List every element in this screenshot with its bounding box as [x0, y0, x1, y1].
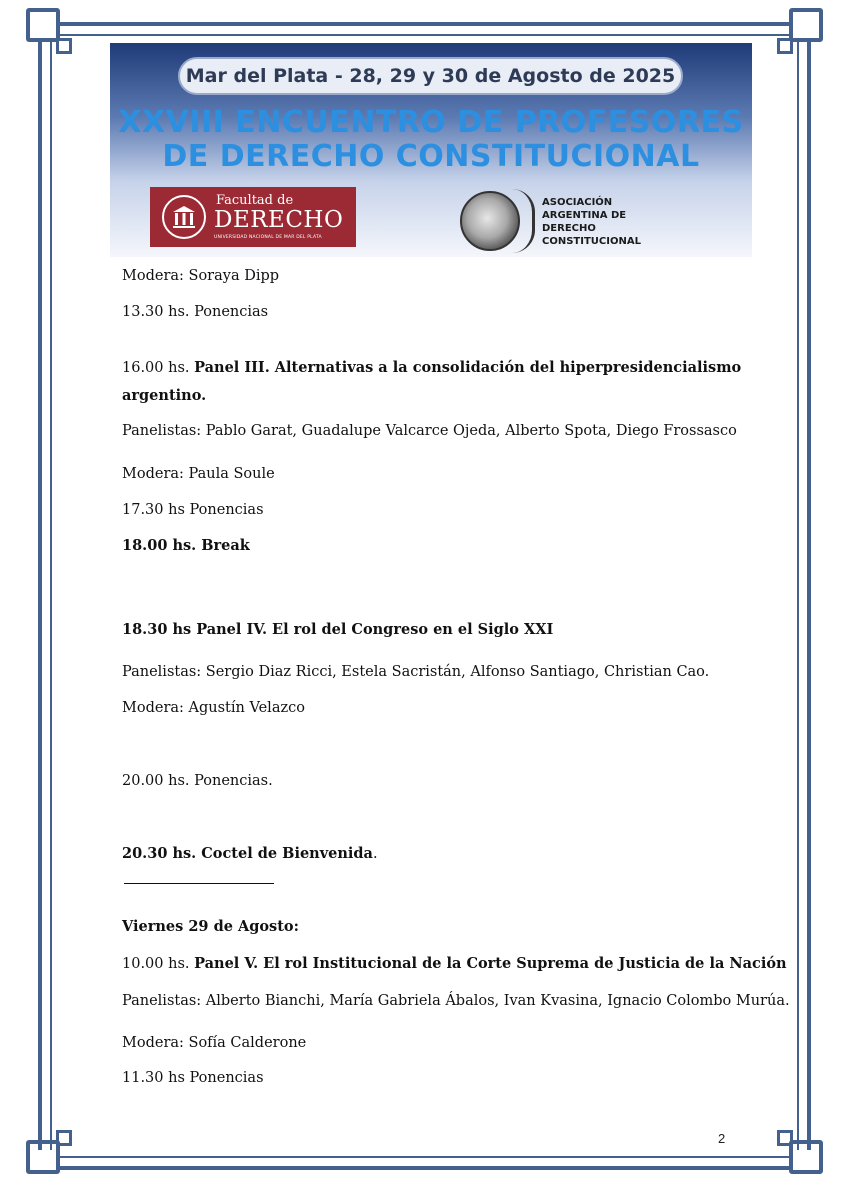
aadc-line-4: CONSTITUCIONAL: [542, 236, 641, 247]
aadc-line-1: ASOCIACIÓN: [542, 197, 613, 208]
frame-top-outer: [58, 22, 791, 26]
aadc-line-2: ARGENTINA DE: [542, 210, 627, 221]
coctel-period: .: [372, 846, 378, 862]
panel-3-title-continued: argentino.: [122, 387, 207, 404]
panel-4-panelists: Panelistas: Sergio Diaz Ricci, Estela Sacristán, Alfonso Santiago, Christian Cao.: [122, 664, 710, 680]
moderator-line-3: Modera: Agustín Velazco: [122, 700, 305, 716]
event-banner: [110, 43, 752, 257]
event-date-pill: Mar del Plata - 28, 29 y 30 de Agosto de 2025: [178, 57, 683, 95]
event-title-line-2: DE DERECHO CONSTITUCIONAL: [162, 139, 700, 174]
coctel-line: [122, 844, 378, 864]
frame-corner-bottom-right-inner: [777, 1130, 793, 1146]
frame-corner-top-left-inner: [56, 38, 72, 54]
frame-left-inner: [50, 40, 52, 1150]
facultad-label: Facultad de: [216, 193, 294, 208]
moderator-line-1: Modera: Soraya Dipp: [122, 268, 280, 284]
university-label: UNIVERSIDAD NACIONAL DE MAR DEL PLATA: [214, 235, 322, 240]
panel-5-time: 10.00 hs.: [122, 956, 195, 972]
frame-corner-top-right: [789, 8, 823, 42]
panel-3-panelists: Panelistas: Pablo Garat, Guadalupe Valcarce Ojeda, Alberto Spota, Diego Frossasco: [122, 423, 737, 439]
panel-3-title: Panel III. Alternativas a la consolidación del hiperpresidencialismo: [194, 359, 742, 376]
frame-corner-bottom-left-inner: [56, 1130, 72, 1146]
ponencias-line-3: 20.00 hs. Ponencias.: [122, 773, 273, 789]
friday-heading: Viernes 29 de Agosto:: [122, 918, 299, 935]
aadc-line-3: DERECHO: [542, 223, 596, 234]
panel-5-heading: [122, 954, 787, 974]
page-number: 2: [718, 1131, 726, 1146]
aadc-arc-decoration: [512, 189, 535, 253]
aadc-logo-text: [542, 196, 641, 248]
panel-3-heading: [122, 358, 741, 378]
coctel-title: 20.30 hs. Coctel de Bienvenida: [122, 845, 373, 862]
ponencias-line-1: 13.30 hs. Ponencias: [122, 304, 269, 320]
frame-bottom-outer: [58, 1166, 791, 1170]
frame-corner-top-right-inner: [777, 38, 793, 54]
moderator-line-4: Modera: Sofía Calderone: [122, 1035, 307, 1051]
facultad-derecho-logo: [150, 187, 356, 247]
section-divider: [124, 883, 274, 884]
columns-emblem-icon: [162, 195, 206, 239]
frame-right-inner: [797, 40, 799, 1150]
frame-left-outer: [38, 40, 42, 1150]
frame-corner-bottom-left: [26, 1140, 60, 1174]
panel-5-title: Panel V. El rol Institucional de la Corte Suprema de Justicia de la Nación: [194, 955, 787, 972]
break-line: 18.00 hs. Break: [122, 537, 250, 554]
frame-bottom-inner: [58, 1156, 791, 1158]
moderator-line-2: Modera: Paula Soule: [122, 466, 275, 482]
ponencias-line-2: 17.30 hs Ponencias: [122, 502, 264, 518]
aadc-medallion-icon: [460, 191, 520, 251]
frame-right-outer: [807, 40, 811, 1150]
frame-top-inner: [58, 34, 791, 36]
frame-corner-top-left: [26, 8, 60, 42]
derecho-label: DERECHO: [214, 207, 344, 233]
panel-5-panelists: Panelistas: Alberto Bianchi, María Gabriela Ábalos, Ivan Kvasina, Ignacio Colombo Murúa.: [122, 993, 790, 1009]
frame-corner-bottom-right: [789, 1140, 823, 1174]
panel-4-heading: 18.30 hs Panel IV. El rol del Congreso en el Siglo XXI: [122, 621, 554, 638]
ponencias-line-4: 11.30 hs Ponencias: [122, 1070, 264, 1086]
event-title-line-1: XXVIII ENCUENTRO DE PROFESORES: [118, 105, 744, 140]
panel-3-time: 16.00 hs.: [122, 360, 195, 376]
